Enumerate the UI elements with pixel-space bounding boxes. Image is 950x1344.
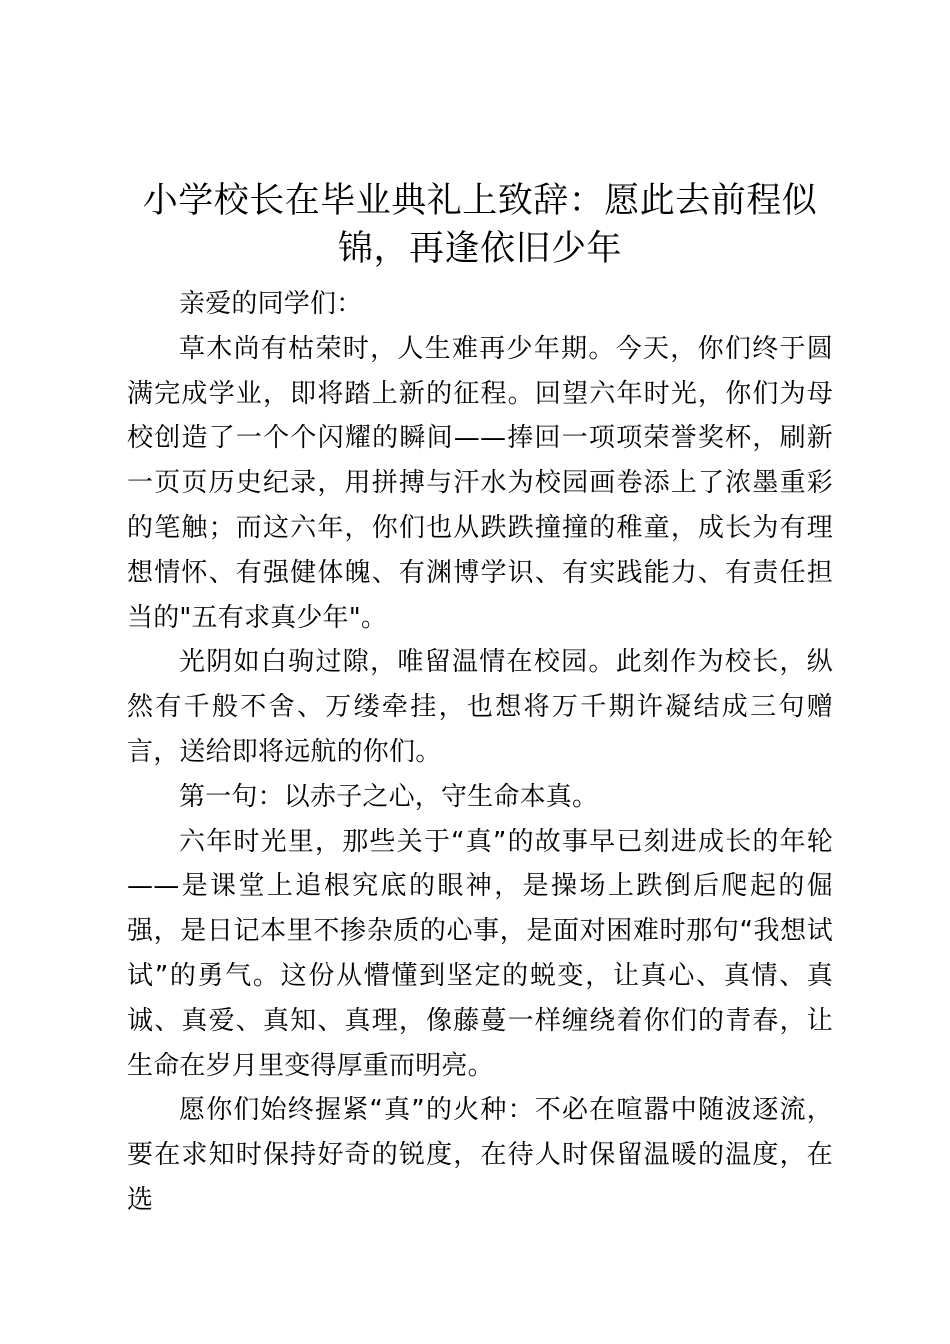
- body-paragraph: 六年时光里，那些关于“真”的故事早已刻进成长的年轮——是课堂上追根究底的眼神，是操场上跌倒后爬起的倔强，是日记本里不掺杂质的心事，是面对困难时那句“我想试试”的勇气。这份从懵懂到坚定的蜕变，让真心、真情、真诚、真爱、真知、真理，像藤蔓一样缠绕着你们的青春，让生命在岁月里变得厚重而明亮。: [127, 826, 833, 1081]
- body-paragraph: 愿你们始终握紧“真”的火种：不必在喧嚣中随波逐流，要在求知时保持好奇的锐度，在待人时保留温暖的温度，在选: [127, 1095, 833, 1215]
- body-paragraph: 草木尚有枯荣时，人生难再少年期。今天，你们终于圆满完成学业，即将踏上新的征程。回望六年时光，你们为母校创造了一个个闪耀的瞬间——捧回一项项荣誉奖杯，刷新一页页历史纪录，用拼搏与汗水为校园画卷添上了浓墨重彩的笔触；而这六年，你们也从跌跌撞撞的稚童，成长为有理想情怀、有强健体魄、有渊博学识、有实践能力、有责任担当的"五有求真少年"。: [127, 333, 833, 633]
- body-paragraph: 光阴如白驹过隙，唯留温情在校园。此刻作为校长，纵然有千般不舍、万缕牵挂，也想将万千期许凝结成三句赠言，送给即将远航的你们。: [127, 647, 833, 767]
- salutation-paragraph: 亲爱的同学们：: [179, 289, 363, 319]
- section-heading-paragraph: 第一句：以赤子之心，守生命本真。: [179, 781, 599, 812]
- document-body: [127, 282, 833, 1223]
- document-title: 小学校长在毕业典礼上致辞：愿此去前程似锦，再逢依旧少年: [142, 181, 818, 269]
